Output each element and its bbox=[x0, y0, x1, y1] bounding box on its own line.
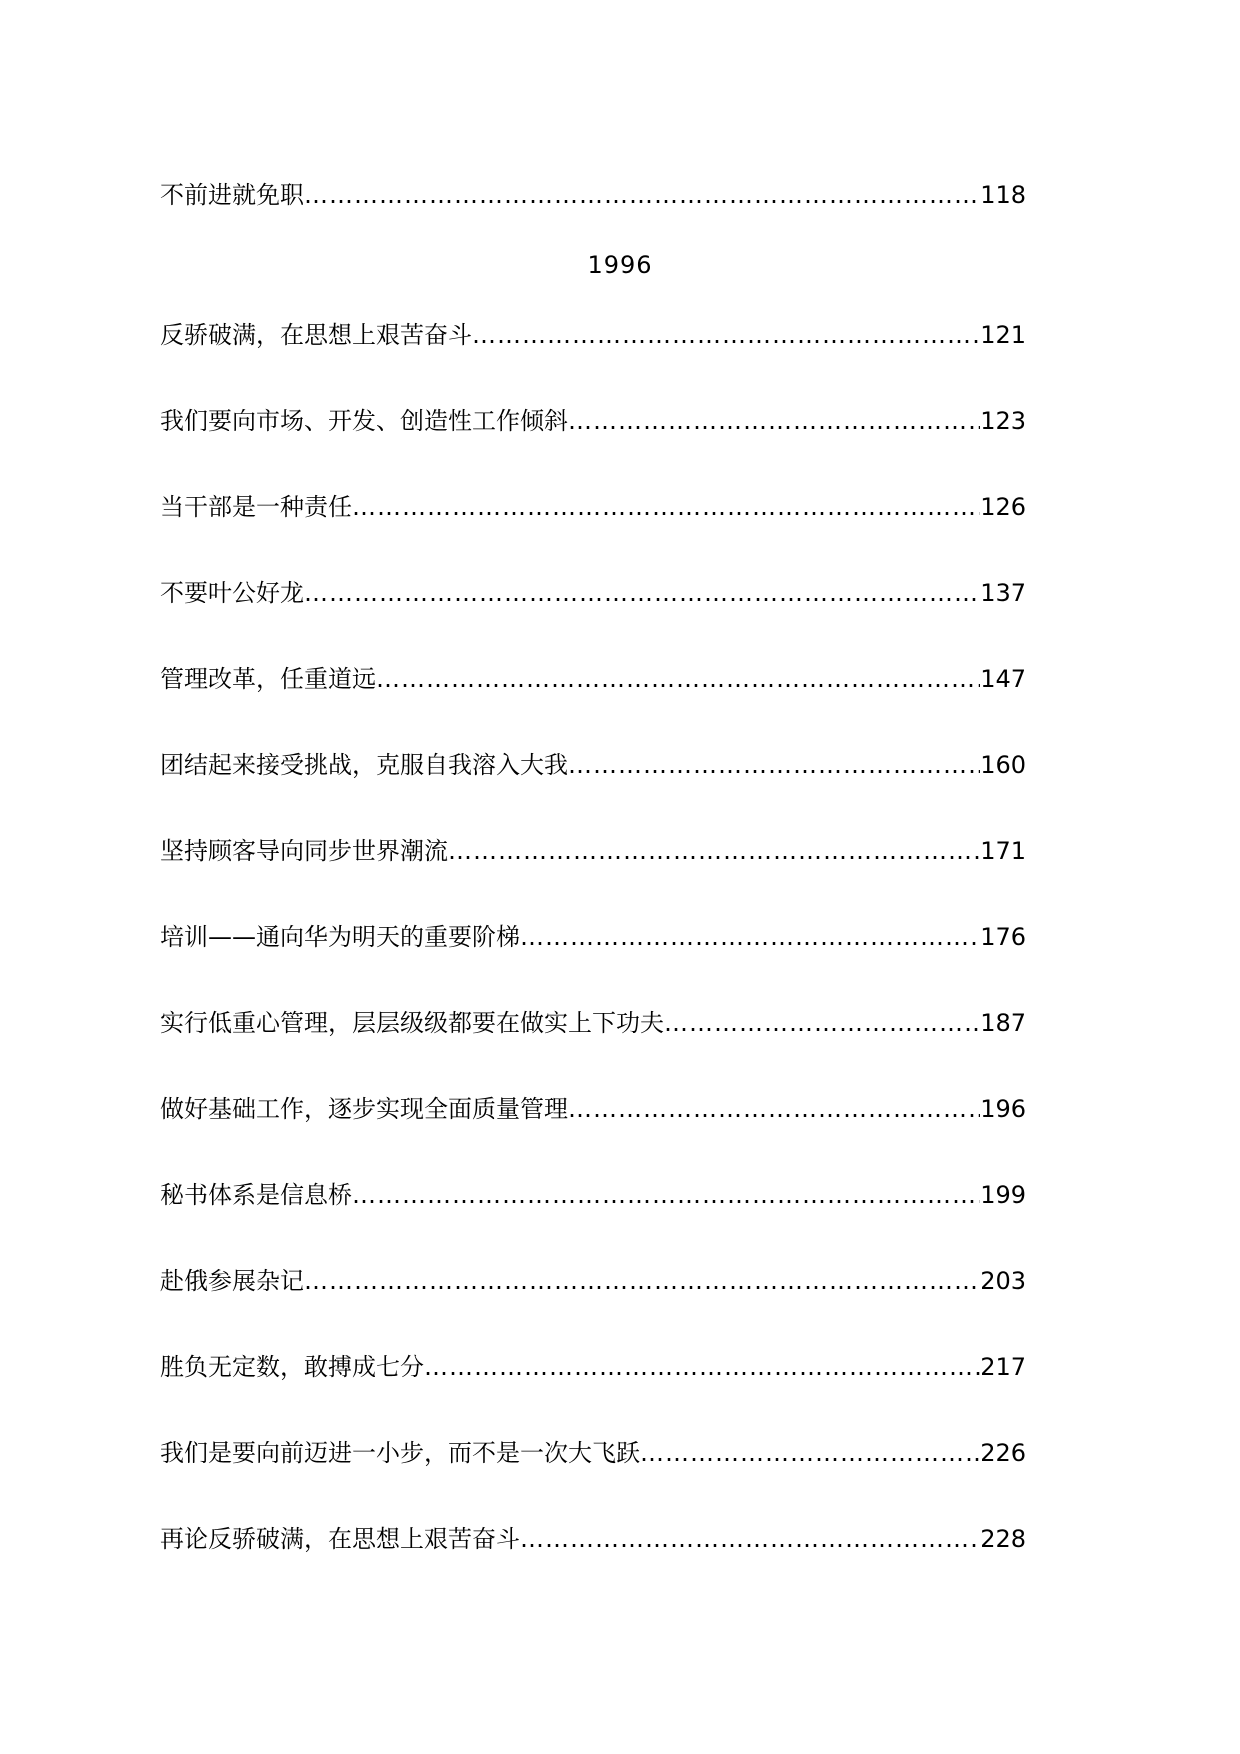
toc-entry-title: 做好基础工作，逐步实现全面质量管理 bbox=[160, 1095, 568, 1123]
toc-entry[interactable] bbox=[160, 1264, 1026, 1298]
toc-entry-title: 坚持顾客导向同步世界潮流 bbox=[160, 837, 448, 865]
toc-entry-title: 赴俄参展杂记 bbox=[160, 1267, 304, 1295]
toc-entry-title: 管理改革，任重道远 bbox=[160, 665, 376, 693]
toc-dot-leader bbox=[304, 1264, 980, 1298]
toc-entry-page: 121 bbox=[980, 321, 1026, 349]
toc-dot-leader bbox=[664, 1006, 980, 1040]
toc-entry-title: 实行低重心管理，层层级级都要在做实上下功夫 bbox=[160, 1009, 664, 1037]
toc-entry[interactable] bbox=[160, 1092, 1026, 1126]
toc-dot-leader bbox=[568, 1092, 980, 1126]
toc-entry[interactable] bbox=[160, 1350, 1026, 1384]
toc-entry[interactable] bbox=[160, 1436, 1026, 1470]
toc-entry-title: 不要叶公好龙 bbox=[160, 579, 304, 607]
toc-entry[interactable] bbox=[160, 920, 1026, 954]
toc-entry-page: 228 bbox=[980, 1525, 1026, 1553]
toc-entry-title: 再论反骄破满，在思想上艰苦奋斗 bbox=[160, 1525, 520, 1553]
toc-entry-page: 137 bbox=[980, 579, 1026, 607]
toc-entry-title: 我们要向市场、开发、创造性工作倾斜 bbox=[160, 407, 568, 435]
toc-dot-leader bbox=[352, 1178, 980, 1212]
toc-dot-leader bbox=[352, 490, 980, 524]
toc-entry-title: 秘书体系是信息桥 bbox=[160, 1181, 352, 1209]
toc-entry[interactable] bbox=[160, 662, 1026, 696]
toc-dot-leader bbox=[640, 1436, 980, 1470]
toc-entry-title: 反骄破满，在思想上艰苦奋斗 bbox=[160, 321, 472, 349]
toc-entry-title: 不前进就免职 bbox=[160, 181, 304, 209]
toc-dot-leader bbox=[520, 1522, 980, 1556]
toc-entry-title: 团结起来接受挑战，克服自我溶入大我 bbox=[160, 751, 568, 779]
toc-entry[interactable] bbox=[160, 834, 1026, 868]
toc-entry-page: 217 bbox=[980, 1353, 1026, 1381]
toc-entry-page: 123 bbox=[980, 407, 1026, 435]
toc-entry-page: 196 bbox=[980, 1095, 1026, 1123]
toc-entry-title: 胜负无定数，敢搏成七分 bbox=[160, 1353, 424, 1381]
toc-dot-leader bbox=[424, 1350, 980, 1384]
toc-entry-page: 171 bbox=[980, 837, 1026, 865]
toc-entry[interactable] bbox=[160, 318, 1026, 352]
toc-dot-leader bbox=[520, 920, 980, 954]
toc-entry-page: 118 bbox=[980, 181, 1026, 209]
toc-entry-title: 当干部是一种责任 bbox=[160, 493, 352, 521]
toc-dot-leader bbox=[304, 576, 980, 610]
toc-entry-page: 160 bbox=[980, 751, 1026, 779]
toc-entry[interactable] bbox=[160, 178, 1026, 212]
toc-dot-leader bbox=[304, 178, 980, 212]
toc-entry[interactable] bbox=[160, 1006, 1026, 1040]
toc-entry-page: 147 bbox=[980, 665, 1026, 693]
year-heading: 1996 bbox=[587, 251, 653, 279]
toc-entry[interactable] bbox=[160, 576, 1026, 610]
toc-dot-leader bbox=[568, 748, 980, 782]
toc-entry-title: 培训——通向华为明天的重要阶梯 bbox=[160, 923, 520, 951]
toc-entry-page: 187 bbox=[980, 1009, 1026, 1037]
toc-dot-leader bbox=[376, 662, 980, 696]
toc-entry-page: 226 bbox=[980, 1439, 1026, 1467]
toc-entry[interactable] bbox=[160, 748, 1026, 782]
toc-entry-page: 176 bbox=[980, 923, 1026, 951]
toc-entry-page: 199 bbox=[980, 1181, 1026, 1209]
toc-entry-page: 126 bbox=[980, 493, 1026, 521]
toc-entry[interactable] bbox=[160, 404, 1026, 438]
toc-entry-title: 我们是要向前迈进一小步，而不是一次大飞跃 bbox=[160, 1439, 640, 1467]
toc-entry[interactable] bbox=[160, 1178, 1026, 1212]
toc-dot-leader bbox=[448, 834, 980, 868]
toc-entry[interactable] bbox=[160, 490, 1026, 524]
toc-entry[interactable] bbox=[160, 1522, 1026, 1556]
toc-entry-page: 203 bbox=[980, 1267, 1026, 1295]
toc-dot-leader bbox=[472, 318, 980, 352]
toc-dot-leader bbox=[568, 404, 980, 438]
